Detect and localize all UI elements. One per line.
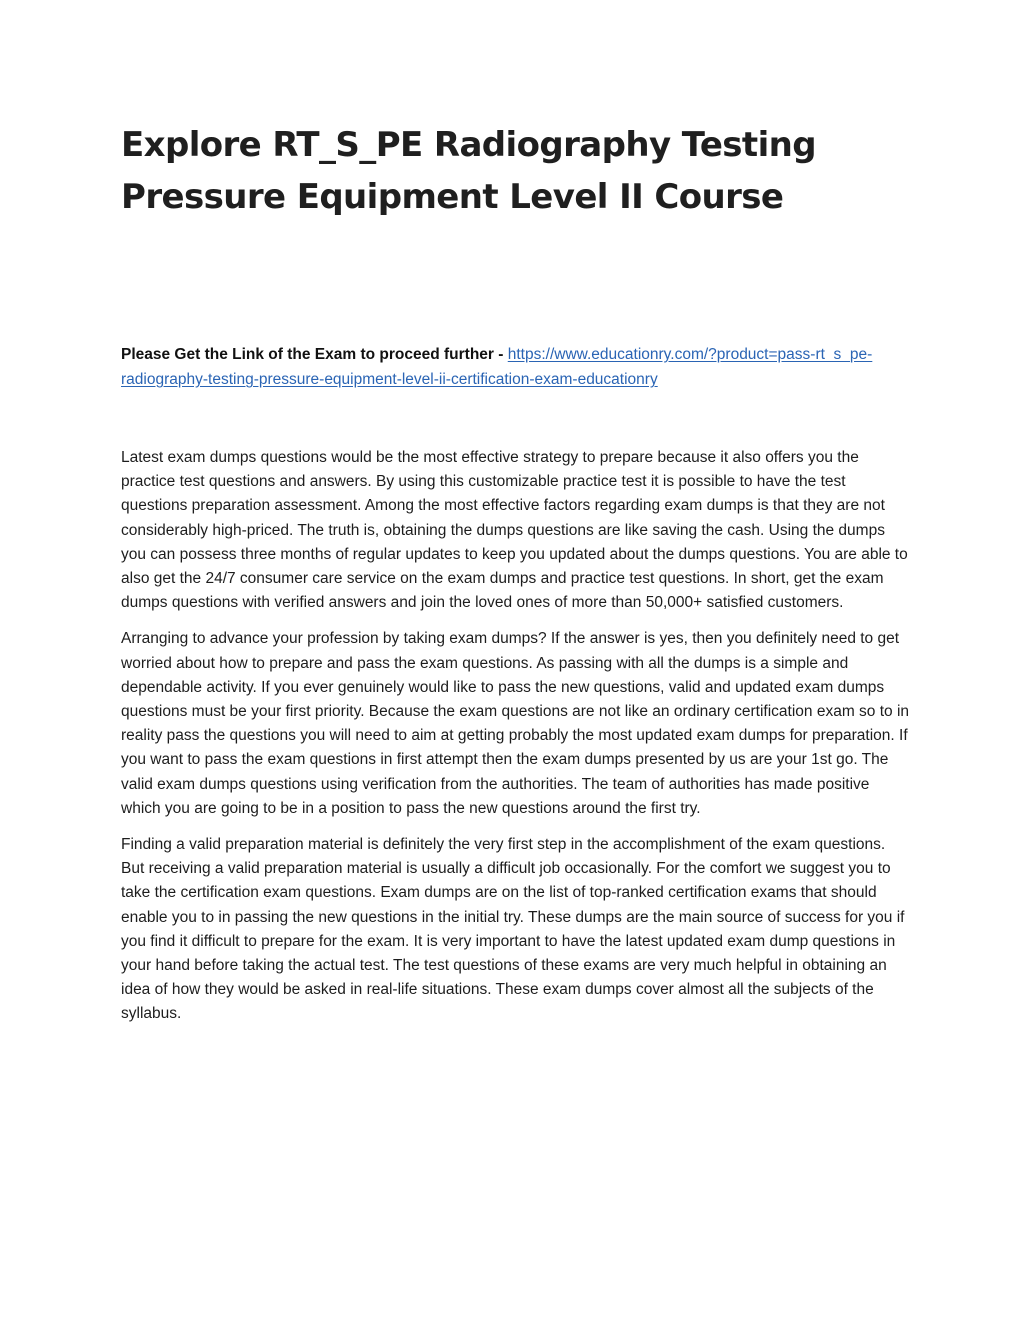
- body-paragraph: Finding a valid preparation material is definitely the very first step in the accomplishment of the exam questions. But receiving a valid preparation material is usually a difficult job occasionally. For the comfort we suggest you to take the certification exam questions. Exam dumps are on the list of top-ranked certification exams that should enable you to in passing the new questions in the initial try. These dumps are the main source of success for you if you find it difficult to prepare for the exam. It is very important to have the latest updated exam dump questions in your hand before taking the actual test. The test questions of these exams are very much helpful in obtaining an idea of how they would be asked in real-life situations. These exam dumps cover almost all the subjects of the syllabus.: [121, 836, 905, 1023]
- exam-link-lead: Please Get the Link of the Exam to proceed further -: [121, 346, 508, 363]
- exam-link-paragraph: [121, 342, 911, 392]
- body-paragraph: Latest exam dumps questions would be the most effective strategy to prepare because it also offers you the practice test questions and answers. By using this customizable practice test it is possible to have the test questions preparation assessment. Among the most effective factors regarding exam dumps is that they are not considerably high-priced. The truth is, obtaining the dumps questions are like saving the cash. Using the dumps you can possess three months of regular updates to keep you updated about the dumps questions. You are able to also get the 24/7 consumer care service on the exam dumps and practice test questions. In short, get the exam dumps questions with verified answers and join the loved ones of more than 50,000+ satisfied customers.: [121, 449, 908, 612]
- exam-link[interactable]: https://www.educationry.com/?product=pass-rt_s_pe-radiography-testing-pressure-equipment-level-ii-certification-exam-educationry: [121, 346, 873, 388]
- body-text: [121, 446, 911, 1039]
- document-title: Explore RT_S_PE Radiography Testing Pressure Equipment Level II Course: [121, 125, 816, 217]
- body-paragraph: Arranging to advance your profession by taking exam dumps? If the answer is yes, then you definitely need to get worried about how to prepare and pass the exam questions. As passing with all the dumps is a simple and dependable activity. If you ever genuinely would like to pass the new questions, valid and updated exam dumps questions must be your first priority. Because the exam questions are not like an ordinary certification exam so to in reality pass the questions you will need to aim at getting probably the most updated exam dumps for preparation. If you want to pass the exam questions in first attempt then the exam dumps presented by us are your 1st go. The valid exam dumps questions using verification from the authorities. The team of authorities has made positive which you are going to be in a position to pass the new questions around the first try.: [121, 630, 910, 817]
